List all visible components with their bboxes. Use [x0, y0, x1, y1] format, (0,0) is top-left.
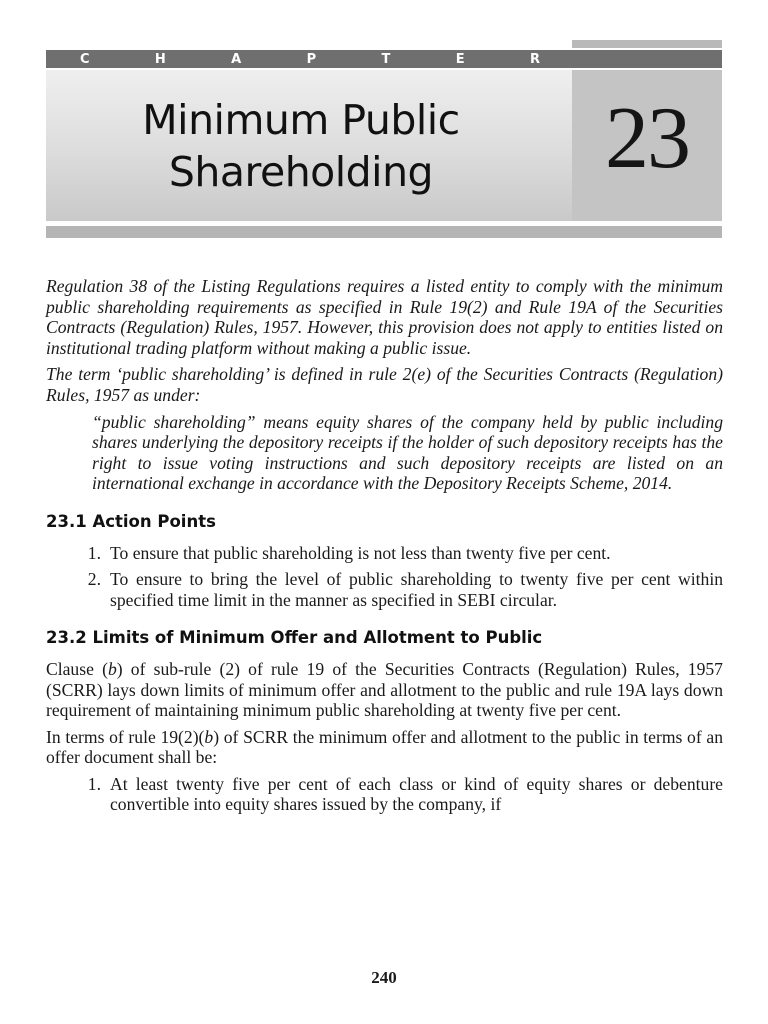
chapter-letter: R: [529, 51, 540, 67]
action-points-list: [46, 543, 723, 611]
chapter-number: 23: [605, 90, 689, 187]
chapter-title-line: Shareholding: [168, 147, 434, 196]
intro-paragraph: Regulation 38 of the Listing Regulations requires a listed entity to comply with the minimum public shareholding requirements as specified in Rule 19(2) and Rule 19A of the Securities Contracts (Regulation) Rules, 1957. However, this provision does not apply to entities listed on institutional trading platform without making a public issue.: [46, 276, 723, 358]
list-number: 2.: [87, 569, 101, 590]
body-paragraph: [46, 727, 723, 768]
list-text: To ensure to bring the level of public shareholding to twenty five per cent within specified time limit in the manner as specified in SEBI circular.: [110, 569, 723, 610]
chapter-letter: P: [306, 51, 317, 67]
header-bottom-bar: [46, 226, 722, 238]
definition-intro: The term ‘public shareholding’ is defined in rule 2(e) of the Securities Contracts (Regulation) Rules, 1957 as under:: [46, 364, 723, 405]
list-item: [46, 569, 723, 610]
text-run-italic: b: [107, 658, 117, 679]
section-heading: 23.1 Action Points: [46, 511, 216, 531]
chapter-title: [142, 94, 459, 198]
body-paragraph: [46, 659, 723, 721]
text-run-italic: b: [204, 726, 214, 747]
list-number: 1.: [87, 542, 101, 563]
list-number: 1.: [87, 773, 101, 794]
header-top-stub: [572, 40, 722, 48]
definition-quote: “public shareholding” means equity shares of the company held by public including shares underlying the depository receipts if the holder of such depository receipts has the right to issue voting instructions and such depository receipts are listed on an international exchange in accordance with the Depository Receipts Scheme, 2014.: [92, 411, 723, 494]
list-item: [46, 543, 723, 564]
chapter-letter: A: [231, 51, 242, 67]
chapter-title-line: Minimum Public: [142, 95, 460, 144]
list-text: To ensure that public shareholding is not less than twenty five per cent.: [110, 542, 611, 563]
chapter-letter: C: [80, 51, 90, 67]
offer-limits-list: [46, 774, 723, 815]
section-heading: 23.2 Limits of Minimum Offer and Allotment to Public: [46, 628, 543, 648]
chapter-label: [80, 51, 540, 67]
list-item: [46, 774, 723, 815]
text-run: Clause (: [46, 658, 108, 679]
chapter-letter: H: [154, 51, 166, 67]
chapter-number-box: [572, 70, 722, 221]
page-number: 240: [371, 968, 397, 987]
chapter-letter: T: [381, 51, 391, 67]
chapter-letter: E: [455, 51, 465, 67]
chapter-body: [46, 276, 723, 821]
list-text: At least twenty five per cent of each class or kind of equity shares or debenture convertible into equity shares issued by the company, if: [110, 773, 723, 815]
text-run: In terms of rule 19(2)(: [46, 726, 205, 747]
chapter-title-box: [46, 70, 572, 221]
text-run: ) of sub-rule (2) of rule 19 of the Securities Contracts (Regulation) Rules, 1957 (SCRR) lays down limits of minimum offer and allotment to the public and rule 19A lays down requirement of maintaining minimum public shareholding at twenty five per cent.: [46, 658, 723, 721]
text-run: ) of SCRR the minimum offer and allotment to the public in terms of an offer document shall be:: [46, 726, 723, 768]
